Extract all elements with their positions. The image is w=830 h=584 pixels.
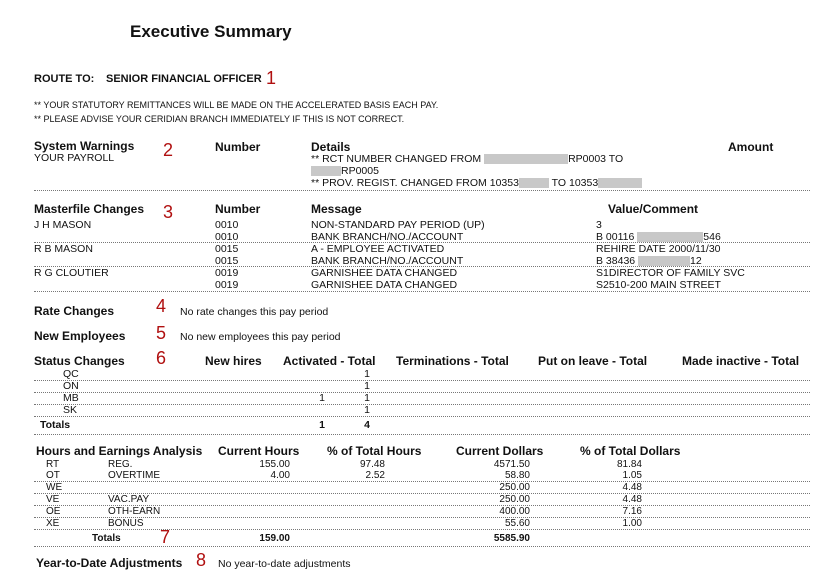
marker-8: 8	[196, 550, 207, 570]
mf-row-message: GARNISHEE DATA CHANGED	[311, 267, 458, 279]
sc-col-leave: Put on leave - Total	[538, 354, 648, 368]
mf-row-name: R B MASON	[34, 243, 93, 255]
sc-row-total: 1	[364, 380, 370, 392]
marker-1: 1	[266, 68, 277, 88]
marker-2: 2	[163, 140, 174, 160]
he-row-pct-dollars: 4.48	[622, 494, 642, 505]
he-row-code: WE	[46, 482, 63, 493]
marker-7: 7	[160, 527, 171, 547]
he-row-code: VE	[46, 494, 60, 505]
mf-row-message: NON-STANDARD PAY PERIOD (UP)	[311, 219, 485, 231]
he-row-pct-dollars: 81.84	[616, 459, 642, 470]
he-row-dollars: 4571.50	[493, 459, 530, 470]
sw-col-amount: Amount	[728, 140, 774, 154]
rate-changes-text: No rate changes this pay period	[180, 306, 329, 318]
divider	[34, 380, 810, 381]
ytd-text: No year-to-date adjustments	[218, 558, 351, 570]
divider	[34, 517, 810, 518]
mf-row-value: REHIRE DATE 2000/11/30	[596, 243, 721, 255]
redaction-block	[519, 178, 549, 188]
sw-detail-line-3: ** PROV. REGIST. CHANGED FROM 10353 TO 10353	[311, 177, 642, 189]
mf-row-number: 0019	[215, 267, 239, 279]
mf-row-number: 0019	[215, 279, 239, 291]
he-row-desc: BONUS	[108, 518, 144, 529]
he-row-dollars: 400.00	[499, 506, 530, 517]
mf-row-number: 0015	[215, 243, 239, 255]
sc-totals-total: 4	[364, 419, 370, 431]
sw-col-number: Number	[215, 140, 261, 154]
he-row-desc: OTH-EARN	[108, 506, 161, 517]
he-row-dollars: 250.00	[499, 494, 530, 505]
he-row-dollars: 58.80	[504, 470, 530, 481]
sc-row-prov: QC	[63, 368, 79, 380]
he-row-pct-dollars: 7.16	[622, 506, 642, 517]
masterfile-heading: Masterfile Changes	[34, 202, 145, 216]
he-row-pct-hours: 2.52	[365, 470, 385, 481]
he-row-code: OT	[46, 470, 60, 481]
sc-col-inactive: Made inactive - Total	[682, 354, 800, 368]
he-totals-label: Totals	[92, 533, 121, 544]
sc-col-terminations: Terminations - Total	[396, 354, 509, 368]
route-value: SENIOR FINANCIAL OFFICER	[106, 73, 262, 85]
he-row-dollars: 250.00	[499, 482, 530, 493]
he-row-code: XE	[46, 518, 60, 529]
mf-col-number: Number	[215, 202, 261, 216]
he-row-desc: OVERTIME	[108, 470, 161, 481]
marker-3: 3	[163, 202, 174, 222]
sc-totals-activated: 1	[319, 419, 325, 431]
mf-row-value: S1DIRECTOR OF FAMILY SVC	[596, 267, 745, 279]
marker-5: 5	[156, 323, 167, 343]
redaction-block	[637, 232, 703, 242]
mf-col-message: Message	[311, 202, 362, 216]
he-row-pct-dollars: 1.00	[622, 518, 642, 529]
mf-row-value: B 00116 546	[596, 231, 721, 243]
mf-row-number: 0010	[215, 231, 239, 243]
divider	[34, 416, 810, 417]
sc-row-prov: ON	[63, 380, 79, 392]
divider	[34, 404, 810, 405]
page-title: Executive Summary	[130, 22, 292, 41]
he-totals-hours: 159.00	[259, 533, 290, 544]
divider	[34, 529, 810, 530]
he-col-pct-hours: % of Total Hours	[327, 444, 422, 458]
note-1: ** YOUR STATUTORY REMITTANCES WILL BE MADE ON THE ACCELERATED BASIS EACH PAY.	[34, 100, 439, 110]
ytd-heading: Year-to-Date Adjustments	[36, 556, 183, 570]
sc-row-total: 1	[364, 404, 370, 416]
he-row-hours: 155.00	[259, 459, 290, 470]
he-row-pct-dollars: 1.05	[622, 470, 642, 481]
mf-row-message: BANK BRANCH/NO./ACCOUNT	[311, 255, 464, 267]
rate-changes-heading: Rate Changes	[34, 304, 115, 318]
marker-6: 6	[156, 348, 167, 368]
he-row-code: OE	[46, 506, 61, 517]
sc-row-prov: MB	[63, 392, 79, 404]
sw-col-details: Details	[311, 140, 351, 154]
he-row-hours: 4.00	[270, 470, 290, 481]
he-row-desc: VAC.PAY	[108, 494, 150, 505]
redaction-block	[638, 256, 690, 266]
sc-row-prov: SK	[63, 404, 78, 416]
he-totals-dollars: 5585.90	[493, 533, 530, 544]
new-employees-text: No new employees this pay period	[180, 331, 341, 343]
system-warnings-sub: YOUR PAYROLL	[34, 152, 115, 164]
he-col-pct-dollars: % of Total Dollars	[580, 444, 681, 458]
divider	[34, 546, 810, 547]
he-row-code: RT	[46, 459, 60, 470]
he-row-dollars: 55.60	[504, 518, 530, 529]
mf-row-message: A - EMPLOYEE ACTIVATED	[311, 243, 445, 255]
new-employees-heading: New Employees	[34, 329, 126, 343]
marker-4: 4	[156, 296, 167, 316]
divider	[34, 493, 810, 494]
mf-row-value: B 38436 12	[596, 255, 702, 267]
redaction-block	[598, 178, 642, 188]
divider	[34, 190, 810, 191]
mf-row-number: 0010	[215, 219, 239, 231]
mf-row-number: 0015	[215, 255, 239, 267]
sc-row-total: 1	[364, 368, 370, 380]
mf-row-message: GARNISHEE DATA CHANGED	[311, 279, 458, 291]
note-2: ** PLEASE ADVISE YOUR CERIDIAN BRANCH IMMEDIATELY IF THIS IS NOT CORRECT.	[34, 114, 405, 124]
he-col-dollars: Current Dollars	[456, 444, 544, 458]
he-row-pct-hours: 97.48	[359, 459, 385, 470]
sc-row-activated: 1	[319, 392, 325, 404]
divider	[34, 291, 810, 292]
system-warnings-heading: System Warnings	[34, 139, 135, 153]
mf-row-value: 3	[596, 219, 602, 231]
sw-detail-line-2: RP0005	[311, 165, 379, 177]
mf-col-value: Value/Comment	[608, 202, 699, 216]
sc-row-total: 1	[364, 392, 370, 404]
sc-totals-label: Totals	[40, 419, 71, 431]
mf-row-value: S2510-200 MAIN STREET	[596, 279, 721, 291]
route-label: ROUTE TO:	[34, 73, 95, 85]
sc-col-activated: Activated - Total	[283, 354, 376, 368]
he-col-hours: Current Hours	[218, 444, 300, 458]
hours-heading: Hours and Earnings Analysis	[36, 444, 203, 458]
he-row-desc: REG.	[108, 459, 133, 470]
sw-detail-line-1: ** RCT NUMBER CHANGED FROM RP0003 TO	[311, 153, 624, 165]
mf-row-message: BANK BRANCH/NO./ACCOUNT	[311, 231, 464, 243]
divider	[34, 481, 810, 482]
divider	[34, 434, 810, 435]
status-changes-heading: Status Changes	[34, 354, 125, 368]
he-row-pct-dollars: 4.48	[622, 482, 642, 493]
sc-col-new-hires: New hires	[205, 354, 262, 368]
mf-row-name: R G CLOUTIER	[34, 267, 109, 279]
mf-row-name: J H MASON	[34, 219, 92, 231]
redaction-block	[484, 154, 568, 164]
redaction-block	[311, 166, 341, 176]
divider	[34, 392, 810, 393]
